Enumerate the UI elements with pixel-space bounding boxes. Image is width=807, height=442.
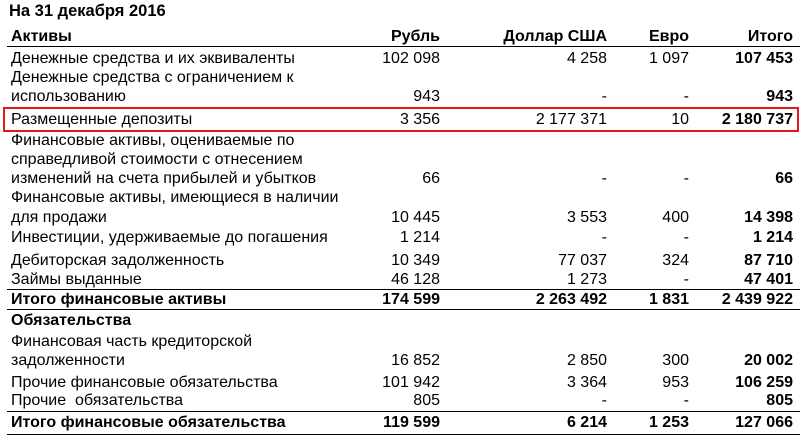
column-header-usd: Доллар США: [503, 28, 607, 45]
cell-usd: -: [601, 229, 607, 246]
row-label: Денежные средства с ограничением к: [11, 69, 294, 86]
cell-total: 20 002: [744, 352, 793, 369]
row-label: Прочие обязательства: [11, 392, 183, 409]
row-label: задолженности: [11, 352, 125, 369]
cell-rub: 3 356: [399, 111, 440, 128]
table-row-line: [0, 188, 807, 208]
cell-total: 107 453: [735, 50, 793, 67]
cell-usd: 2 263 492: [535, 291, 607, 308]
total-liabilities-row: [0, 413, 807, 433]
row-label: использованию: [11, 88, 126, 105]
cell-eur: 1 253: [648, 414, 689, 431]
table-row: [0, 228, 807, 248]
cell-eur: -: [683, 392, 689, 409]
total-liabilities-bottom-divider: [7, 434, 800, 435]
table-row: [0, 270, 807, 290]
cell-total: 943: [766, 88, 793, 105]
cell-rub: 46 128: [391, 271, 440, 288]
liabilities-heading-row: [0, 311, 807, 331]
total-assets-row: [0, 290, 807, 310]
cell-rub: 943: [413, 88, 440, 105]
table-row: [0, 87, 807, 107]
cell-rub: 10 445: [391, 209, 440, 226]
cell-usd: 77 037: [558, 252, 607, 269]
cell-eur: 400: [662, 209, 689, 226]
cell-usd: 1 273: [566, 271, 607, 288]
period-title: На 31 декабря 2016: [9, 2, 166, 20]
column-header-row: [0, 27, 807, 47]
table-row: [0, 49, 807, 69]
table-row: [0, 391, 807, 411]
row-label: Инвестиции, удерживаемые до погашения: [11, 229, 328, 246]
column-header-total: Итого: [747, 28, 793, 45]
row-label: Финансовая часть кредиторской: [11, 333, 253, 350]
cell-total: 2 180 737: [721, 111, 793, 128]
cell-rub: 101 942: [382, 374, 440, 391]
cell-rub: 1 214: [399, 229, 440, 246]
row-label: изменений на счета прибылей и убытков: [11, 170, 317, 187]
cell-total: 66: [775, 170, 793, 187]
cell-total: 805: [766, 392, 793, 409]
cell-eur: 10: [671, 111, 689, 128]
row-label: Размещенные депозиты: [11, 111, 193, 128]
cell-total: 106 259: [735, 374, 793, 391]
row-label: Займы выданные: [11, 271, 142, 288]
table-row: [0, 351, 807, 371]
cell-usd: 2 850: [566, 352, 607, 369]
row-label: справедливой стоимости с отнесением: [11, 151, 303, 168]
row-label: Дебиторская задолженность: [11, 252, 225, 269]
column-header-assets: Активы: [11, 28, 72, 45]
row-label: Денежные средства и их эквиваленты: [11, 50, 295, 67]
cell-rub: 10 349: [391, 252, 440, 269]
cell-usd: 3 553: [566, 209, 607, 226]
cell-eur: -: [683, 170, 689, 187]
table-row: [0, 251, 807, 271]
cell-eur: -: [683, 271, 689, 288]
total-assets-bottom-divider: [7, 309, 800, 310]
cell-usd: -: [601, 170, 607, 187]
cell-total: 87 710: [744, 252, 793, 269]
table-row: [0, 373, 807, 393]
cell-eur: -: [683, 229, 689, 246]
cell-eur: 953: [662, 374, 689, 391]
cell-rub: 16 852: [391, 352, 440, 369]
table-row: [0, 208, 807, 228]
row-label: Финансовые активы, имеющиеся в наличии: [11, 189, 339, 206]
cell-total: 1 214: [752, 229, 793, 246]
table-row-highlighted: [0, 110, 807, 130]
cell-rub: 102 098: [382, 50, 440, 67]
cell-rub: 174 599: [382, 291, 440, 308]
table-row-line: [0, 68, 807, 88]
column-header-rub: Рубль: [390, 28, 440, 45]
cell-total: 14 398: [744, 209, 793, 226]
liabilities-heading: Обязательства: [11, 312, 132, 329]
column-header-eur: Евро: [648, 28, 689, 45]
cell-usd: 4 258: [566, 50, 607, 67]
cell-usd: 2 177 371: [535, 111, 607, 128]
cell-rub: 119 599: [383, 414, 440, 431]
cell-eur: 1 097: [648, 50, 689, 67]
table-row-line: [0, 332, 807, 352]
cell-eur: 1 831: [648, 291, 689, 308]
row-label: Прочие финансовые обязательства: [11, 374, 278, 391]
table-row-line: [0, 150, 807, 170]
cell-usd: 3 364: [566, 374, 607, 391]
cell-eur: -: [683, 88, 689, 105]
cell-total: 2 439 922: [721, 291, 793, 308]
table-row: [0, 169, 807, 189]
table-row-line: [0, 131, 807, 151]
cell-total: 47 401: [744, 271, 793, 288]
header-divider: [7, 46, 800, 47]
row-label: для продажи: [11, 209, 107, 226]
total-liabilities-label: Итого финансовые обязательства: [11, 414, 286, 431]
cell-usd: -: [601, 392, 607, 409]
cell-rub: 66: [422, 170, 440, 187]
cell-usd: -: [601, 88, 607, 105]
cell-eur: 324: [662, 252, 689, 269]
cell-usd: 6 214: [566, 414, 607, 431]
total-assets-label: Итого финансовые активы: [11, 291, 227, 308]
cell-rub: 805: [413, 392, 440, 409]
cell-total: 127 066: [735, 414, 793, 431]
total-liabilities-divider: [7, 411, 800, 412]
cell-eur: 300: [662, 352, 689, 369]
row-label: Финансовые активы, оцениваемые по: [11, 132, 295, 149]
